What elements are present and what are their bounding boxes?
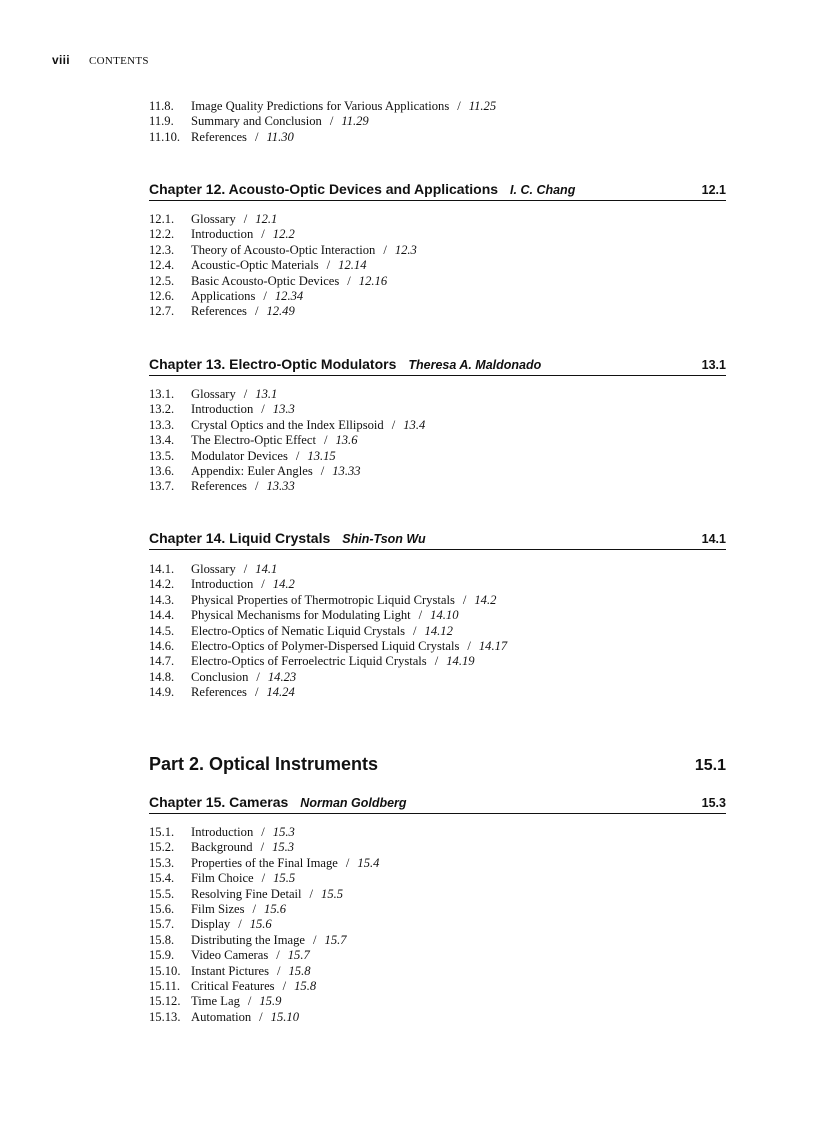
entry-separator: / <box>323 433 328 448</box>
entry-title: Glossary <box>191 562 236 576</box>
toc-entry[interactable] <box>149 639 726 654</box>
entry-title: Image Quality Predictions for Various Applications <box>191 99 450 113</box>
entry-page: 14.12 <box>424 623 453 638</box>
toc-entry[interactable] <box>149 387 726 402</box>
chapter-15-entries <box>149 825 726 1025</box>
entry-number: 14.1. <box>149 562 175 576</box>
entry-number: 14.9. <box>149 685 175 700</box>
toc-entry[interactable] <box>149 289 726 304</box>
part-title: Part 2. Optical Instruments <box>149 754 379 774</box>
entry-separator: / <box>347 273 351 288</box>
entry-title: Summary and Conclusion <box>191 114 322 129</box>
entry-separator: / <box>434 654 439 669</box>
entry-title: Electro-Optics of Polymer-Dispersed Liquid Crystals <box>191 639 460 654</box>
entry-title: Acoustic-Optic Materials <box>191 258 319 273</box>
entry-title: Physical Properties of Thermotropic Liquid Crystals <box>191 592 455 607</box>
entry-page: 14.2 <box>272 577 295 592</box>
chapter-author: Shin-Tson Wu <box>342 532 426 546</box>
entry-page: 12.34 <box>274 289 304 304</box>
entry-page: 12.1 <box>255 212 278 226</box>
entry-page: 14.24 <box>266 685 295 700</box>
entry-page: 15.7 <box>324 932 347 947</box>
entry-separator: / <box>313 932 317 947</box>
entry-separator: / <box>295 448 300 463</box>
entry-number: 13.4. <box>149 433 175 448</box>
entry-page: 14.19 <box>446 654 475 669</box>
entry-separator: / <box>391 417 396 432</box>
entry-separator: / <box>418 608 423 623</box>
entry-number: 12.2. <box>149 227 175 242</box>
chapter-page: 12.1 <box>701 183 726 197</box>
chapter-14-entries <box>149 562 726 701</box>
entry-page: 15.4 <box>357 855 380 870</box>
chapter-15-heading[interactable] <box>149 793 726 814</box>
entry-title: Introduction <box>191 825 254 839</box>
chapter-title: Chapter 15. Cameras <box>149 794 289 810</box>
entry-page: 12.49 <box>266 304 295 319</box>
entry-page: 13.6 <box>335 433 358 448</box>
entry-number: 15.7. <box>149 917 175 932</box>
entry-title: Properties of the Final Image <box>191 855 338 870</box>
part-2-heading[interactable] <box>149 751 726 775</box>
entry-number: 14.6. <box>149 639 175 654</box>
entry-page: 15.8 <box>288 963 311 978</box>
toc-entry[interactable] <box>149 212 726 227</box>
entry-separator: / <box>261 402 265 417</box>
entry-title: References <box>191 479 247 494</box>
running-header <box>52 53 149 67</box>
entry-number: 15.2. <box>149 840 175 855</box>
toc-entry[interactable] <box>149 418 726 433</box>
chapter-12-entries <box>149 212 726 320</box>
entry-number: 11.8. <box>149 99 174 113</box>
toc-entry[interactable] <box>149 258 726 273</box>
toc-entry[interactable] <box>149 624 726 639</box>
entry-number: 12.1. <box>149 212 175 226</box>
running-title: CONTENTS <box>88 55 149 67</box>
entry-number: 13.6. <box>149 464 175 479</box>
entry-title: Conclusion <box>191 669 249 684</box>
entry-title: Film Sizes <box>191 902 245 917</box>
entry-title: Distributing the Image <box>191 932 306 947</box>
toc-entry[interactable] <box>149 933 726 948</box>
entry-separator: / <box>462 592 467 607</box>
entry-separator: / <box>254 685 259 700</box>
toc-entry[interactable] <box>149 964 726 979</box>
entry-number: 15.13. <box>149 1009 181 1024</box>
entry-separator: / <box>326 258 331 273</box>
toc-entry[interactable] <box>149 1010 726 1025</box>
entry-number: 12.5. <box>149 273 175 288</box>
entry-number: 13.1. <box>149 387 175 401</box>
entry-page: 14.2 <box>474 592 497 607</box>
entry-title: Display <box>191 917 231 932</box>
chapter-author: I. C. Chang <box>510 183 576 197</box>
toc-entry[interactable] <box>149 130 726 145</box>
entry-title: Crystal Optics and the Index Ellipsoid <box>191 417 384 432</box>
toc-entry[interactable] <box>149 243 726 258</box>
toc-entry[interactable] <box>149 948 726 963</box>
toc-entry[interactable] <box>149 114 726 129</box>
toc-entry[interactable] <box>149 577 726 592</box>
entry-number: 13.2. <box>149 402 175 417</box>
entry-title: Electro-Optics of Nematic Liquid Crystals <box>191 623 406 638</box>
entry-title: Time Lag <box>191 994 240 1009</box>
entry-separator: / <box>256 669 260 684</box>
chapter-author: Norman Goldberg <box>300 796 407 810</box>
entry-separator: / <box>243 387 248 401</box>
chapter-author: Theresa A. Maldonado <box>408 358 542 372</box>
entry-separator: / <box>243 562 248 576</box>
toc-entry[interactable] <box>149 994 726 1009</box>
toc-entry[interactable] <box>149 433 726 448</box>
entry-page: 15.5 <box>321 886 344 901</box>
entry-title: Background <box>191 840 253 855</box>
entry-number: 15.8. <box>149 932 175 947</box>
toc-entry[interactable] <box>149 274 726 289</box>
toc-entry[interactable] <box>149 685 726 700</box>
entry-page: 13.1 <box>255 387 278 401</box>
entry-number: 14.2. <box>149 577 175 592</box>
entry-separator: / <box>238 917 242 932</box>
entry-title: Modulator Devices <box>191 448 288 463</box>
entry-page: 15.3 <box>272 825 295 839</box>
entry-number: 12.3. <box>149 242 175 257</box>
toc-entry[interactable] <box>149 654 726 669</box>
entry-page: 14.10 <box>430 608 459 623</box>
entry-number: 13.3. <box>149 417 175 432</box>
entry-number: 14.8. <box>149 669 175 684</box>
entry-separator: / <box>329 114 334 129</box>
entry-separator: / <box>263 289 267 304</box>
toc-entry[interactable] <box>149 593 726 608</box>
chapter-page: 14.1 <box>701 532 726 546</box>
entry-number: 11.9. <box>149 114 174 129</box>
entry-number: 14.4. <box>149 608 175 623</box>
toc-entry[interactable] <box>149 402 726 417</box>
toc-entry[interactable] <box>149 902 726 917</box>
entry-title: Applications <box>191 289 256 304</box>
entry-title: Electro-Optics of Ferroelectric Liquid Crystals <box>191 654 427 669</box>
entry-number: 15.12. <box>149 994 181 1009</box>
entry-page: 11.29 <box>341 114 369 129</box>
entry-separator: / <box>261 825 265 839</box>
entry-separator: / <box>261 871 266 886</box>
entry-number: 12.7. <box>149 304 175 319</box>
entry-page: 15.6 <box>264 902 287 917</box>
entry-separator: / <box>277 963 281 978</box>
entry-title: Appendix: Euler Angles <box>191 464 313 479</box>
entry-title: The Electro-Optic Effect <box>191 433 316 448</box>
entry-page: 12.16 <box>358 273 388 288</box>
chapter-title: Chapter 13. Electro-Optic Modulators <box>149 356 397 372</box>
toc-entry[interactable] <box>149 840 726 855</box>
entry-page: 12.14 <box>338 258 367 273</box>
entry-page: 11.30 <box>266 129 294 144</box>
entry-title: Film Choice <box>191 871 254 886</box>
chapter-13-heading[interactable] <box>149 355 726 376</box>
entry-separator: / <box>457 99 461 113</box>
toc-entry[interactable] <box>149 887 726 902</box>
entry-title: Glossary <box>191 212 236 226</box>
toc-entry[interactable] <box>149 562 726 577</box>
entry-page: 15.10 <box>270 1009 300 1024</box>
entry-separator: / <box>260 840 265 855</box>
entry-number: 15.5. <box>149 886 175 901</box>
entry-number: 11.10. <box>149 129 181 144</box>
entry-title: Glossary <box>191 387 236 401</box>
entry-page: 13.33 <box>332 464 361 479</box>
toc-entry[interactable] <box>149 670 726 685</box>
entry-number: 15.10. <box>149 963 181 978</box>
entry-separator: / <box>261 577 265 592</box>
entry-page: 12.2 <box>272 227 295 242</box>
entry-number: 14.3. <box>149 592 175 607</box>
entry-title: Critical Features <box>191 979 275 994</box>
entry-number: 15.1. <box>149 825 175 839</box>
entry-title: Instant Pictures <box>191 963 269 978</box>
toc-entry[interactable] <box>149 979 726 994</box>
chapter-11-continued-entries <box>149 99 726 145</box>
entry-separator: / <box>309 886 314 901</box>
entry-page: 15.8 <box>294 979 317 994</box>
toc-entry[interactable] <box>149 871 726 886</box>
entry-title: Introduction <box>191 227 254 242</box>
entry-title: References <box>191 304 247 319</box>
entry-title: Video Cameras <box>191 948 269 963</box>
entry-separator: / <box>261 227 265 242</box>
chapter-page: 15.3 <box>701 796 726 810</box>
entry-number: 15.3. <box>149 855 175 870</box>
entry-separator: / <box>254 479 259 494</box>
chapter-14-heading[interactable] <box>149 529 726 550</box>
entry-title: Basic Acousto-Optic Devices <box>191 273 340 288</box>
entry-title: References <box>191 685 247 700</box>
toc-entry[interactable] <box>149 608 726 623</box>
toc-entry[interactable] <box>149 304 726 319</box>
entry-page: 15.5 <box>273 871 296 886</box>
entry-separator: / <box>282 979 287 994</box>
entry-number: 14.5. <box>149 623 175 638</box>
entry-separator: / <box>467 639 471 654</box>
entry-number: 15.6. <box>149 902 175 917</box>
entry-title: Introduction <box>191 577 254 592</box>
entry-number: 15.4. <box>149 871 175 886</box>
entry-separator: / <box>252 902 257 917</box>
entry-title: Introduction <box>191 402 254 417</box>
entry-title: Automation <box>191 1009 252 1024</box>
entry-page: 14.1 <box>255 562 278 576</box>
entry-number: 13.5. <box>149 448 175 463</box>
entry-page: 11.25 <box>468 99 497 113</box>
entry-separator: / <box>413 623 417 638</box>
toc-entry[interactable] <box>149 917 726 932</box>
entry-number: 13.7. <box>149 479 175 494</box>
entry-number: 15.11. <box>149 979 181 994</box>
page-number: viii <box>52 53 70 67</box>
entry-number: 12.6. <box>149 289 175 304</box>
entry-page: 13.3 <box>272 402 295 417</box>
entry-number: 14.7. <box>149 654 175 669</box>
entry-page: 15.3 <box>272 840 295 855</box>
entry-title: Physical Mechanisms for Modulating Light <box>191 608 411 623</box>
entry-separator: / <box>345 855 350 870</box>
entry-separator: / <box>254 304 259 319</box>
toc-entry[interactable] <box>149 227 726 242</box>
part-page: 15.1 <box>694 757 726 774</box>
entry-separator: / <box>320 464 325 479</box>
entry-page: 15.6 <box>249 917 272 932</box>
toc-entry[interactable] <box>149 479 726 494</box>
toc-entry[interactable] <box>149 825 726 840</box>
entry-separator: / <box>276 948 280 963</box>
chapter-title: Chapter 14. Liquid Crystals <box>149 530 331 546</box>
chapter-12-heading[interactable] <box>149 180 726 201</box>
toc-entry[interactable] <box>149 449 726 464</box>
entry-number: 15.9. <box>149 948 175 963</box>
entry-page: 14.23 <box>267 669 297 684</box>
entry-separator: / <box>243 212 248 226</box>
entry-separator: / <box>247 994 252 1009</box>
entry-page: 13.4 <box>403 417 426 432</box>
toc-entry[interactable] <box>149 99 726 114</box>
entry-number: 12.4. <box>149 258 175 273</box>
entry-page: 15.9 <box>259 994 282 1009</box>
entry-separator: / <box>259 1009 263 1024</box>
toc-entry[interactable] <box>149 856 726 871</box>
entry-title: Theory of Acousto-Optic Interaction <box>191 242 376 257</box>
chapter-page: 13.1 <box>701 358 726 372</box>
entry-page: 14.17 <box>478 639 508 654</box>
chapter-title: Chapter 12. Acousto-Optic Devices and Applications <box>149 181 499 197</box>
entry-separator: / <box>383 242 387 257</box>
entry-title: References <box>191 129 247 144</box>
entry-page: 12.3 <box>394 242 417 257</box>
entry-separator: / <box>254 129 259 144</box>
chapter-13-entries <box>149 387 726 495</box>
entry-page: 15.7 <box>287 948 310 963</box>
entry-page: 13.33 <box>266 479 295 494</box>
entry-title: Resolving Fine Detail <box>191 886 302 901</box>
entry-page: 13.15 <box>307 448 336 463</box>
toc-entry[interactable] <box>149 464 726 479</box>
